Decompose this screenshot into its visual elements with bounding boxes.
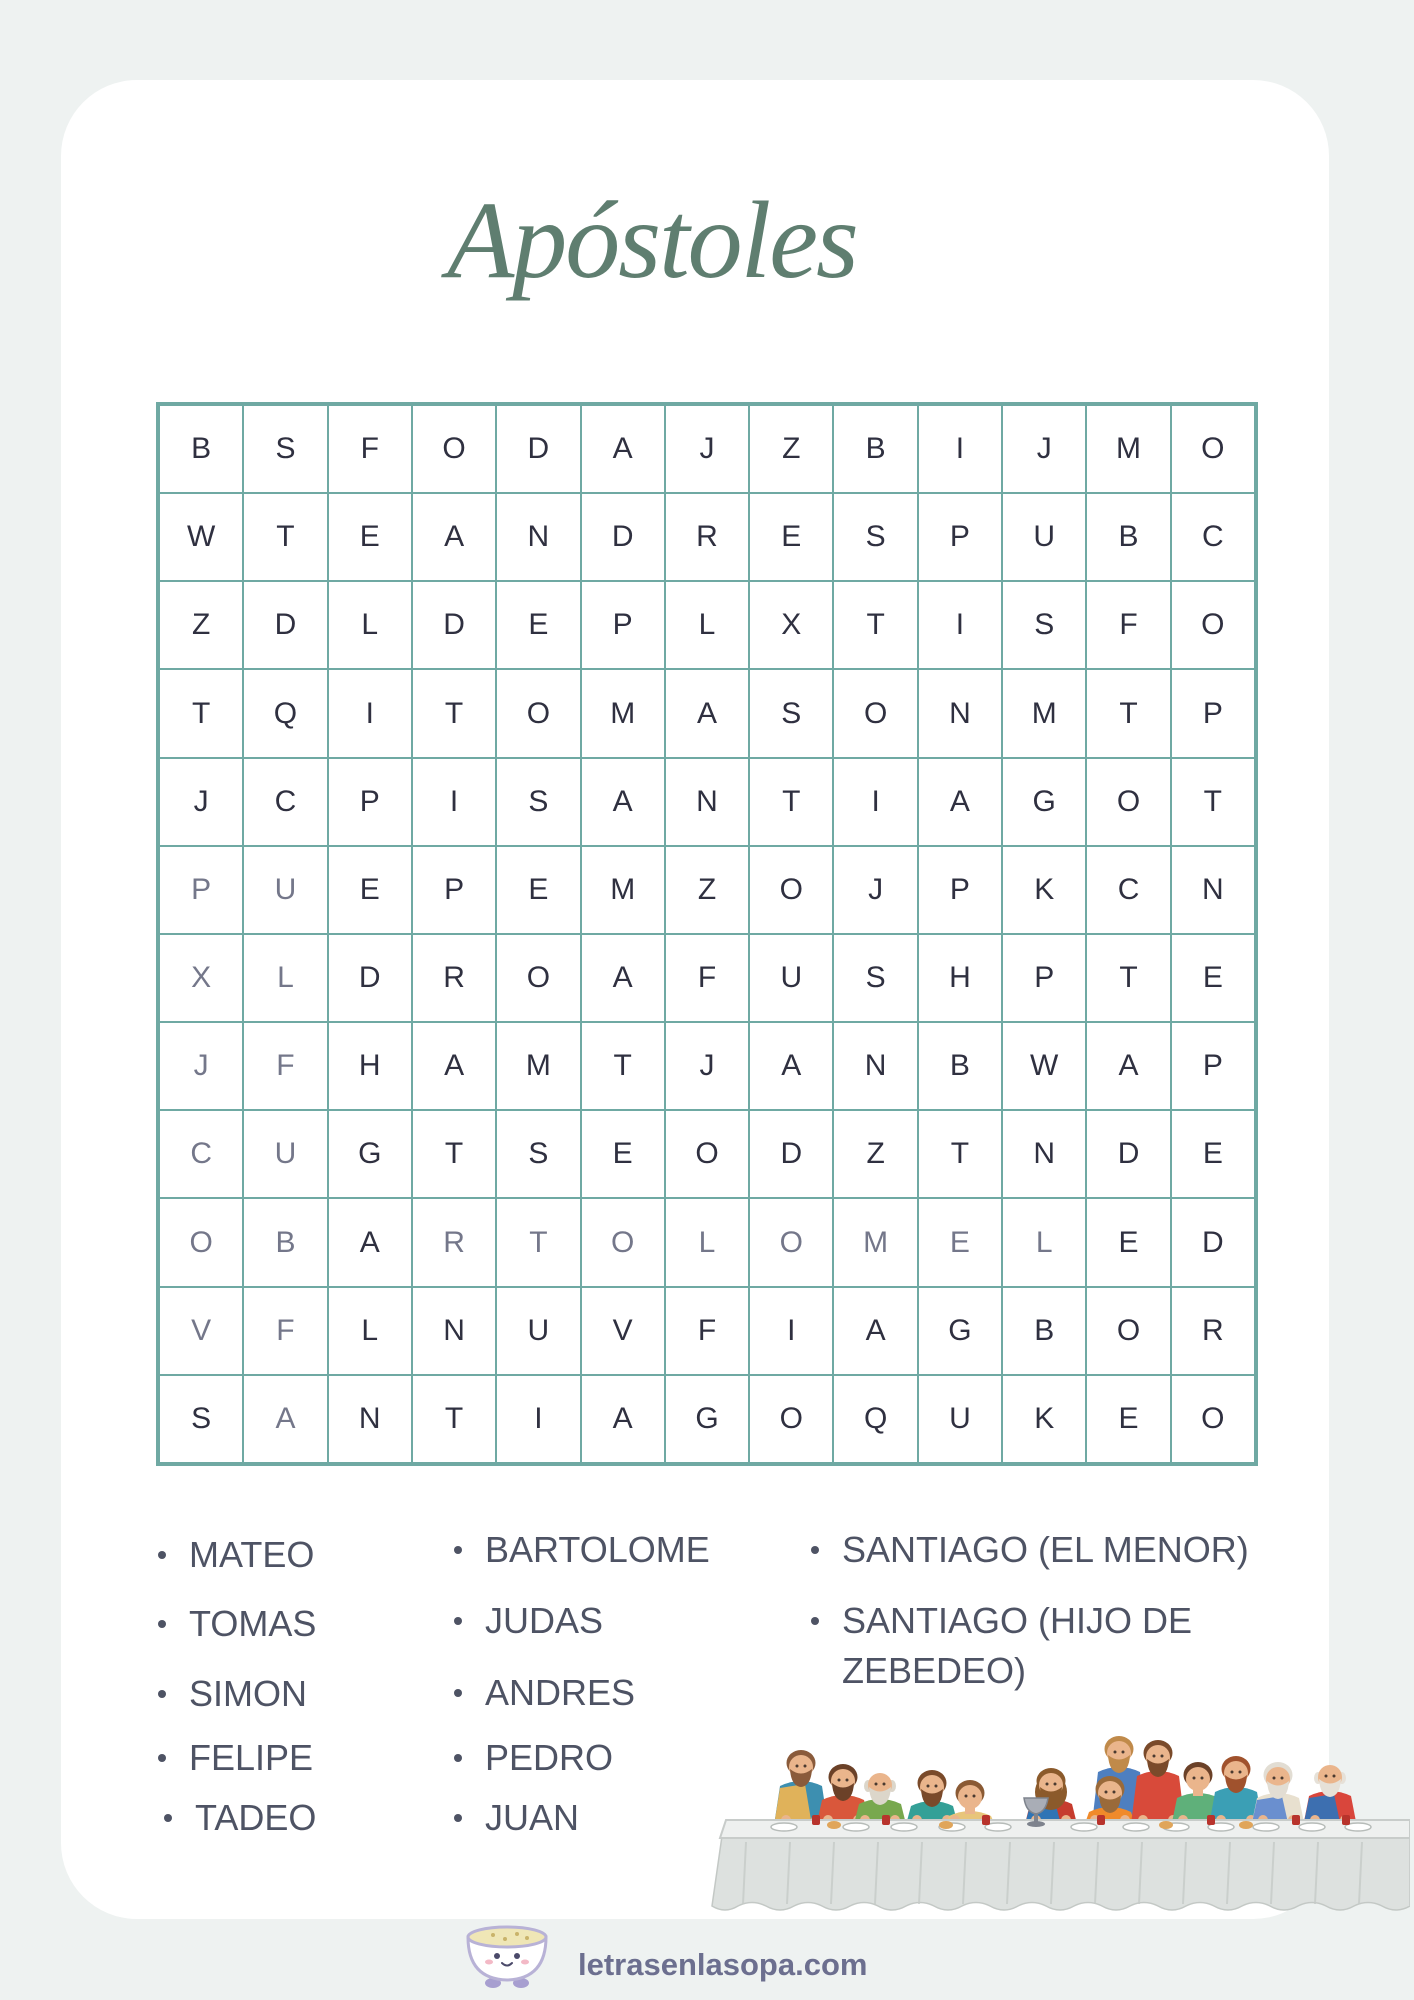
grid-cell: F (1087, 582, 1169, 668)
plate (843, 1823, 869, 1831)
word-label: PEDRO (485, 1737, 614, 1778)
eye (1153, 1755, 1156, 1758)
grid-cell: X (160, 935, 242, 1021)
grid-cell: A (834, 1288, 916, 1374)
bullet-dot-icon (158, 1690, 166, 1698)
grid-cell: N (497, 494, 579, 580)
grid-cell: O (497, 670, 579, 756)
grid-cell: U (244, 1111, 326, 1197)
wine-cup (1097, 1815, 1105, 1825)
grid-cell: I (919, 582, 1001, 668)
grid-cell: B (1003, 1288, 1085, 1374)
grid-cell: L (666, 582, 748, 668)
word-list-item (158, 1737, 313, 1779)
bullet-dot-icon (454, 1754, 462, 1762)
grid-cell: X (750, 582, 832, 668)
word-search-grid (156, 402, 1258, 1466)
grid-cell: P (919, 494, 1001, 580)
bread (1159, 1821, 1173, 1829)
grid-cell: O (750, 1376, 832, 1462)
grid-cell: M (834, 1199, 916, 1285)
grid-cell: D (1087, 1111, 1169, 1197)
grid-cell: A (1087, 1023, 1169, 1109)
grid-cell: L (1003, 1199, 1085, 1285)
grid-cell: O (160, 1199, 242, 1285)
grid-cell: T (834, 582, 916, 668)
grid-cell: T (750, 759, 832, 845)
last-supper-illustration (706, 1700, 1410, 1916)
face (1186, 1767, 1210, 1791)
eye (965, 1795, 968, 1798)
grid-cell: U (497, 1288, 579, 1374)
eye (927, 1785, 930, 1788)
grid-cell: E (919, 1199, 1001, 1285)
grid-cell: Z (750, 406, 832, 492)
grid-cell: E (1087, 1376, 1169, 1462)
grid-cell: E (329, 847, 411, 933)
wine-cup (982, 1815, 990, 1825)
grid-cell: P (160, 847, 242, 933)
grid-cell: U (1003, 494, 1085, 580)
grid-cell: S (834, 494, 916, 580)
eye (1281, 1777, 1284, 1780)
grid-cell: Q (834, 1376, 916, 1462)
grid-cell: P (413, 847, 495, 933)
word-list-item (454, 1600, 603, 1642)
grid-cell: W (160, 494, 242, 580)
grid-cell: C (1087, 847, 1169, 933)
grid-cell: M (1087, 406, 1169, 492)
word-list-item (454, 1797, 579, 1839)
chalice-stem (1034, 1813, 1038, 1822)
grid-cell: E (582, 1111, 664, 1197)
grid-cell: N (329, 1376, 411, 1462)
grid-cell: O (1087, 1288, 1169, 1374)
eye (1333, 1775, 1336, 1778)
grid-cell: P (1172, 670, 1254, 756)
word-label: BARTOLOME (485, 1529, 710, 1570)
bullet-dot-icon (454, 1617, 462, 1625)
bullet-dot-icon (158, 1754, 166, 1762)
grid-cell: P (1003, 935, 1085, 1021)
grid-cell: O (1172, 406, 1254, 492)
eye (1113, 1791, 1116, 1794)
grid-cell: J (666, 406, 748, 492)
tablecloth (712, 1836, 1410, 1910)
word-label: TADEO (195, 1797, 317, 1838)
grid-cell: Z (834, 1111, 916, 1197)
bullet-dot-icon (158, 1620, 166, 1628)
soup-bowl-logo-icon (459, 1915, 555, 1991)
grid-cell: E (750, 494, 832, 580)
wine-cup (1292, 1815, 1300, 1825)
grid-cell: R (666, 494, 748, 580)
grid-cell: C (1172, 494, 1254, 580)
grid-cell: S (834, 935, 916, 1021)
eye (973, 1795, 976, 1798)
grid-cell: O (1172, 582, 1254, 668)
logo-soup (468, 1927, 546, 1947)
grid-cell: M (582, 847, 664, 933)
grid-cell: Z (666, 847, 748, 933)
logo-soup-letter (503, 1937, 507, 1941)
grid-cell: S (160, 1376, 242, 1462)
grid-cell: R (1172, 1288, 1254, 1374)
eye (1231, 1771, 1234, 1774)
grid-cell: T (1172, 759, 1254, 845)
grid-cell: P (582, 582, 664, 668)
grid-cell: O (582, 1199, 664, 1285)
grid-cell: G (329, 1111, 411, 1197)
grid-cell: E (1172, 1111, 1254, 1197)
grid-cell: U (750, 935, 832, 1021)
grid-cell: E (1172, 935, 1254, 1021)
eye (1046, 1783, 1049, 1786)
word-list-item (454, 1737, 613, 1779)
word-list-item (164, 1797, 316, 1839)
grid-cell: S (1003, 582, 1085, 668)
eye (1239, 1771, 1242, 1774)
grid-cell: L (329, 582, 411, 668)
bullet-dot-icon (158, 1551, 166, 1559)
eye (846, 1779, 849, 1782)
bullet-dot-icon (454, 1814, 462, 1822)
word-list-item (811, 1529, 1249, 1571)
grid-cell: N (413, 1288, 495, 1374)
grid-cell: J (834, 847, 916, 933)
grid-cell: A (919, 759, 1001, 845)
grid-cell: B (834, 406, 916, 492)
grid-cell: A (413, 1023, 495, 1109)
eye (1054, 1783, 1057, 1786)
grid-cell: J (1003, 406, 1085, 492)
grid-cell: J (160, 1023, 242, 1109)
word-label: JUAN (485, 1797, 580, 1838)
grid-cell: A (750, 1023, 832, 1109)
grid-cell: V (160, 1288, 242, 1374)
eye (796, 1765, 799, 1768)
logo-eye (494, 1953, 500, 1959)
grid-cell: Z (160, 582, 242, 668)
grid-cell: G (1003, 759, 1085, 845)
word-label: SIMON (189, 1673, 308, 1714)
word-list-item (158, 1603, 316, 1645)
wine-cup (882, 1815, 890, 1825)
grid-cell: R (413, 935, 495, 1021)
grid-cell: D (413, 582, 495, 668)
grid-cell: P (1172, 1023, 1254, 1109)
word-label: JUDAS (485, 1600, 604, 1641)
grid-cell: O (1087, 759, 1169, 845)
eye (1325, 1775, 1328, 1778)
grid-cell: O (1172, 1376, 1254, 1462)
grid-cell: A (582, 935, 664, 1021)
grid-cell: T (582, 1023, 664, 1109)
eye (1161, 1755, 1164, 1758)
grid-cell: H (329, 1023, 411, 1109)
grid-cell: A (329, 1199, 411, 1285)
grid-cell: T (1087, 670, 1169, 756)
grid-cell: A (582, 406, 664, 492)
bread (939, 1821, 953, 1829)
plate (1123, 1823, 1149, 1831)
grid-cell: T (413, 670, 495, 756)
grid-cell: B (160, 406, 242, 492)
word-list-item (811, 1596, 1251, 1696)
grid-cell: F (329, 406, 411, 492)
grid-cell: K (1003, 847, 1085, 933)
word-list-item (454, 1529, 710, 1571)
word-label: SANTIAGO (EL MENOR) (842, 1529, 1249, 1570)
grid-cell: E (329, 494, 411, 580)
grid-cell: O (413, 406, 495, 492)
eye (883, 1783, 886, 1786)
grid-cell: C (244, 759, 326, 845)
grid-cell: G (919, 1288, 1001, 1374)
grid-cell: T (413, 1376, 495, 1462)
bullet-dot-icon (811, 1546, 819, 1554)
grid-cell: S (497, 759, 579, 845)
grid-cell: A (582, 759, 664, 845)
grid-cell: A (666, 670, 748, 756)
eye (935, 1785, 938, 1788)
site-url: letrasenlasopa.com (578, 1947, 868, 1982)
grid-cell: O (497, 935, 579, 1021)
grid-cell: I (750, 1288, 832, 1374)
grid-cell: P (329, 759, 411, 845)
wine-cup (1207, 1815, 1215, 1825)
grid-cell: Q (244, 670, 326, 756)
grid-cell: F (244, 1288, 326, 1374)
grid-cell: U (244, 847, 326, 933)
grid-cell: N (834, 1023, 916, 1109)
grid-cell: K (1003, 1376, 1085, 1462)
word-list-item (454, 1672, 635, 1714)
grid-cell: D (244, 582, 326, 668)
grid-cell: R (413, 1199, 495, 1285)
grid-cell: L (244, 935, 326, 1021)
grid-cell: D (582, 494, 664, 580)
grid-cell: S (750, 670, 832, 756)
grid-cell: D (329, 935, 411, 1021)
eye (838, 1779, 841, 1782)
grid-cell: J (160, 759, 242, 845)
bullet-dot-icon (164, 1814, 172, 1822)
grid-cell: E (497, 582, 579, 668)
word-list-item (158, 1534, 314, 1576)
grid-cell: T (160, 670, 242, 756)
grid-cell: U (919, 1376, 1001, 1462)
grid-cell: G (666, 1376, 748, 1462)
grid-cell: I (834, 759, 916, 845)
grid-cell: V (582, 1288, 664, 1374)
eye (1122, 1751, 1125, 1754)
grid-cell: T (919, 1111, 1001, 1197)
grid-cell: A (413, 494, 495, 580)
plate (1071, 1823, 1097, 1831)
bread (827, 1821, 841, 1829)
grid-cell: N (1172, 847, 1254, 933)
grid-cell: D (497, 406, 579, 492)
grid-cell: I (919, 406, 1001, 492)
face (958, 1785, 982, 1809)
grid-cell: I (413, 759, 495, 845)
word-label: MATEO (189, 1534, 315, 1575)
word-label: FELIPE (189, 1737, 314, 1778)
grid-cell: D (1172, 1199, 1254, 1285)
eye (1201, 1777, 1204, 1780)
grid-cell: E (497, 847, 579, 933)
grid-cell: O (750, 1199, 832, 1285)
eye (1105, 1791, 1108, 1794)
wine-cup (1342, 1815, 1350, 1825)
eye (1273, 1777, 1276, 1780)
eye (1114, 1751, 1117, 1754)
bullet-dot-icon (811, 1617, 819, 1625)
plate (1253, 1823, 1279, 1831)
logo-soup-letter (491, 1933, 495, 1937)
word-list-item (158, 1673, 307, 1715)
grid-cell: W (1003, 1023, 1085, 1109)
grid-cell: L (666, 1199, 748, 1285)
grid-cell: M (497, 1023, 579, 1109)
grid-cell: M (582, 670, 664, 756)
plate (891, 1823, 917, 1831)
grid-cell: A (582, 1376, 664, 1462)
logo-soup-letter (515, 1932, 519, 1936)
grid-cell: L (329, 1288, 411, 1374)
grid-cell: D (750, 1111, 832, 1197)
grid-cell: B (1087, 494, 1169, 580)
bread (1239, 1821, 1253, 1829)
plate (771, 1823, 797, 1831)
grid-cell: S (497, 1111, 579, 1197)
grid-cell: C (160, 1111, 242, 1197)
bullet-dot-icon (454, 1689, 462, 1697)
grid-cell: N (1003, 1111, 1085, 1197)
word-label: TOMAS (189, 1603, 317, 1644)
bullet-dot-icon (454, 1546, 462, 1554)
grid-cell: B (244, 1199, 326, 1285)
eye (804, 1765, 807, 1768)
grid-cell: I (497, 1376, 579, 1462)
grid-cell: O (666, 1111, 748, 1197)
grid-cell: P (919, 847, 1001, 933)
grid-cell: O (750, 847, 832, 933)
eye (1193, 1777, 1196, 1780)
grid-cell: T (413, 1111, 495, 1197)
grid-cell: A (244, 1376, 326, 1462)
grid-cell: N (666, 759, 748, 845)
grid-cell: M (1003, 670, 1085, 756)
grid-cell: E (1087, 1199, 1169, 1285)
grid-cell: J (666, 1023, 748, 1109)
grid-cell: F (666, 935, 748, 1021)
grid-cell: T (244, 494, 326, 580)
logo-soup-letter (525, 1936, 529, 1940)
plate (1299, 1823, 1325, 1831)
grid-cell: T (497, 1199, 579, 1285)
grid-cell: S (244, 406, 326, 492)
eye (875, 1783, 878, 1786)
grid-cell: N (919, 670, 1001, 756)
wine-cup (812, 1815, 820, 1825)
word-label: ANDRES (485, 1672, 636, 1713)
grid-cell: F (244, 1023, 326, 1109)
grid-cell: H (919, 935, 1001, 1021)
page-title: Apóstoles (447, 179, 857, 301)
chalice-base (1027, 1821, 1045, 1827)
grid-cell: B (919, 1023, 1001, 1109)
grid-cell: F (666, 1288, 748, 1374)
grid-cell: T (1087, 935, 1169, 1021)
logo-eye (514, 1953, 520, 1959)
logo-blush (521, 1960, 529, 1965)
word-label: SANTIAGO (HIJO DE ZEBEDEO) (842, 1600, 1193, 1691)
grid-cell: I (329, 670, 411, 756)
grid-cell: O (834, 670, 916, 756)
logo-blush (485, 1960, 493, 1965)
